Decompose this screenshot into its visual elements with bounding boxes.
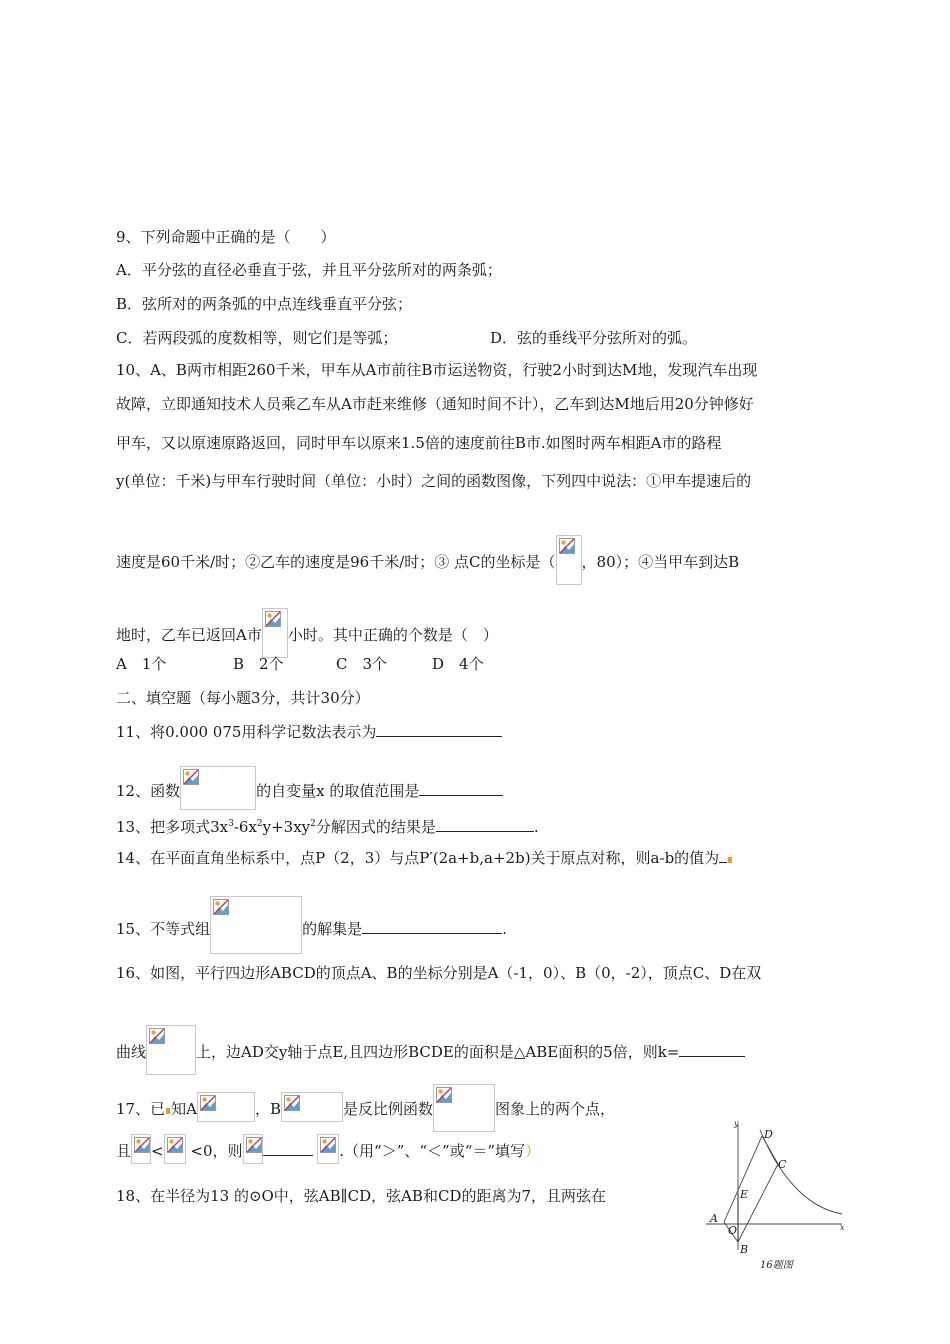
q15-text-b: 的解集是	[302, 920, 363, 938]
answer-blank	[436, 816, 534, 832]
q18: 18、在半径为13 的⊙O中，弦AB∥CD，弦AB和CD的距离为7，且两弦在	[116, 1187, 606, 1205]
q16-text-a: 曲线	[116, 1043, 147, 1061]
q16-line-2	[116, 1025, 745, 1075]
q17-text-c: ，B	[254, 1100, 281, 1118]
broken-image-icon	[281, 1092, 343, 1122]
broken-image-icon	[180, 766, 256, 810]
point-label-e: E	[740, 1188, 749, 1201]
q17-text-e: 图象上的两个点，	[494, 1100, 615, 1118]
q9-option-d: D．弦的垂线平分弦所对的弧。	[490, 329, 698, 347]
point-label-c: C	[778, 1158, 787, 1171]
point-label-o: O	[728, 1224, 738, 1237]
axis-label-y: y	[734, 1119, 739, 1128]
broken-image-icon	[317, 1134, 339, 1164]
point-label-a: A	[710, 1212, 718, 1225]
broken-image-icon	[243, 1134, 263, 1164]
q14-text: 14、在平面直角坐标系中，点P（2，3）与点P′(2a+b,a+2b)关于原点对称，则a-b的值为	[116, 849, 720, 867]
answer-blank	[419, 780, 503, 796]
q17-text-h: <0，则	[190, 1142, 243, 1160]
q10-option-a: A 1个	[116, 655, 167, 673]
q10-line-5	[116, 535, 739, 585]
q13-exp-3: 2	[310, 819, 316, 829]
hyperbola-curve	[760, 1130, 842, 1214]
q9-stem: 9、下列命题中正确的是（ ）	[116, 228, 336, 246]
q13-text-e: .	[533, 818, 539, 836]
q11-text: 11、将0.000 075用科学记数法表示为	[116, 723, 377, 741]
q17-text-d: 是反比例函数	[342, 1100, 433, 1118]
q15-text-c: .	[502, 920, 507, 938]
q16-line-1: 16、如图，平行四边形ABCD的顶点A、B的坐标分别是A（-1，0）、B（0，-2），顶点C、D在双	[116, 964, 762, 982]
broken-image-icon	[210, 896, 302, 954]
q17-text-b: 知A	[171, 1100, 197, 1118]
q10-line-4: y(单位：千米)与甲车行驶时间（单位：小时）之间的函数图像，下列四中说法：①甲车提速后的	[116, 472, 752, 490]
q17-text-f: 且	[116, 1142, 132, 1160]
q13	[116, 814, 539, 837]
marker-dot	[728, 857, 732, 863]
broken-image-icon	[146, 1025, 196, 1075]
q17-text-a: 17、已	[116, 1100, 166, 1118]
answer-blank	[362, 918, 502, 934]
q17-text-g: <	[151, 1142, 164, 1160]
q10-line-6b: 小时。其中正确的个数是（ ）	[287, 626, 498, 644]
point-label-b: B	[740, 1243, 749, 1256]
q10-line-1: 10、A、B两市相距260千米，甲车从A市前往B市运送物资，行驶2小时到达M地，发现汽车出现	[116, 361, 758, 379]
answer-blank	[719, 847, 727, 863]
q16-figure	[702, 1118, 852, 1273]
q17-line-2	[116, 1134, 540, 1164]
answer-blank	[376, 721, 502, 737]
broken-image-icon	[556, 535, 582, 585]
q13-text-c: y+3xy	[262, 818, 311, 836]
q10-option-c: C 3个	[336, 655, 388, 673]
q12-text-b: 的自变量x 的取值范围是	[256, 782, 420, 800]
q17-line-1	[116, 1084, 615, 1132]
q13-exp-2: 2	[256, 819, 263, 829]
q12	[116, 766, 503, 810]
q12-text-a: 12、函数	[116, 782, 181, 800]
q13-text-a: 13、把多项式3x	[116, 818, 229, 836]
q14	[116, 847, 733, 868]
broken-image-icon	[164, 1134, 186, 1164]
marker-dot	[166, 1108, 170, 1114]
broken-image-icon	[262, 608, 288, 658]
q10-line-3: 甲车，又以原速原路返回，同时甲车以原来1.5倍的速度前往B市.如图时两车相距A市的路程	[116, 434, 722, 452]
q10-line-2: 故障，立即通知技术人员乘乙车从A市赶来维修（通知时间不计），乙车到达M地后用20分钟修好	[116, 395, 754, 413]
q9-option-a: A．平分弦的直径必垂直于弦，并且平分弦所对的两条弧；	[116, 261, 502, 279]
q17-text-i: .（用“＞”、“＜”或“＝”填写	[339, 1142, 526, 1160]
q10-option-d: D 4个	[432, 655, 484, 673]
broken-image-icon	[433, 1084, 495, 1132]
q13-text-d: 分解因式的结果是	[315, 818, 436, 836]
broken-image-icon	[131, 1134, 151, 1164]
figure-caption: 16题图	[760, 1260, 793, 1271]
q13-text-b: -6x	[233, 818, 257, 836]
broken-image-icon	[197, 1092, 255, 1122]
q16-text-b: 上，边AD交y轴于点E,且四边形BCDE的面积是△ABE面积的5倍，则k=	[196, 1043, 680, 1061]
axis-label-x: x	[840, 1223, 845, 1232]
q10-option-b: B 2个	[233, 655, 284, 673]
q15	[116, 896, 507, 954]
q10-line-5b: ，80）；④当甲车到达B	[581, 553, 740, 571]
q10-line-5a: 速度是60千米/时；②乙车的速度是96千米/时；③ 点C的坐标是（	[116, 553, 556, 571]
q13-exp-1: 3	[228, 819, 234, 829]
section-heading: 二、填空题（每小题3分，共计30分）	[116, 689, 370, 707]
q11	[116, 721, 502, 742]
q9-option-b: B．弦所对的两条弧的中点连线垂直平分弦；	[116, 295, 413, 313]
answer-blank	[263, 1140, 313, 1156]
q10-line-6a: 地时，乙车已返回A市	[116, 626, 262, 644]
q15-text-a: 15、不等式组	[116, 920, 211, 938]
answer-blank	[679, 1041, 745, 1057]
point-label-d: D	[764, 1128, 773, 1141]
q17-text-j: ）	[525, 1142, 541, 1160]
q9-option-c: C．若两段弧的度数相等，则它们是等弧；	[116, 329, 398, 347]
q10-line-6	[116, 608, 498, 658]
edge-ad	[724, 1136, 762, 1222]
